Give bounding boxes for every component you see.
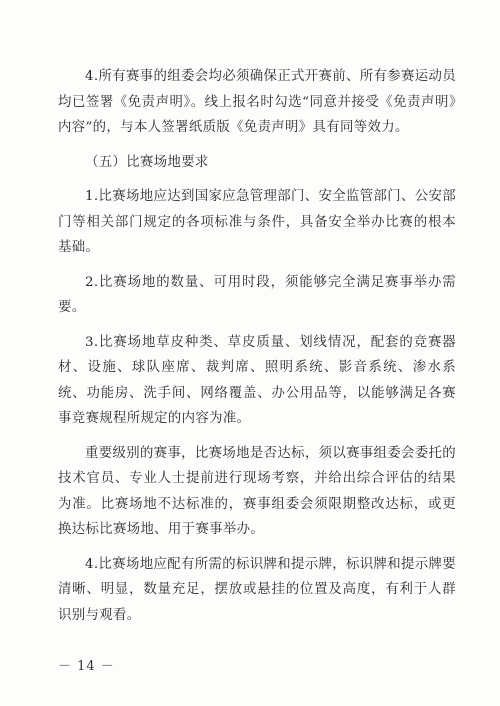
paragraph-venue-standards: 1.比赛场地应达到国家应急管理部门、安全监管部门、公安部门等相关部门规定的各项标准与条件，具备安全举办比赛的根本基础。 xyxy=(58,189,456,255)
page-number: － 14 － xyxy=(58,659,115,674)
paragraph-venue-signage: 4.比赛场地应配有所需的标识牌和提示牌，标识牌和提示牌要清晰、明显，数量充足，摆放或悬挂的位置及高度，有利于人群识别与观看。 xyxy=(58,556,456,623)
paragraph-venue-quantity: 2.比赛场地的数量、可用时段，须能够完全满足赛事举办需要。 xyxy=(58,274,456,315)
page-content xyxy=(58,64,456,637)
section-heading-venue-requirements: （五）比赛场地要求 xyxy=(85,154,209,170)
paragraph-venue-inspection: 重要级别的赛事，比赛场地是否达标，须以赛事组委会委托的技术官员、专业人士提前进行现场考察，并给出综合评估的结果为准。比赛场地不达标准的，赛事组委会须限期整改达标，或更换达标比赛场地、用于赛事举办。 xyxy=(58,445,456,537)
paragraph-venue-facilities: 3.比赛场地草皮种类、草皮质量、划线情况，配套的竞赛器材、设施、球队座席、裁判席、照明系统、影音系统、渗水系统、功能房、洗手间、网络覆盖、办公用品等，以能够满足各赛事竞赛规程所规定的内容为准。 xyxy=(58,334,456,426)
paragraph-waiver-signing: 4.所有赛事的组委会均必须确保正式开赛前、所有参赛运动员均已签署《免责声明》。线上报名时勾选“同意并接受《免责声明》内容”的，与本人签署纸质版《免责声明》具有同等效力。 xyxy=(58,69,456,135)
